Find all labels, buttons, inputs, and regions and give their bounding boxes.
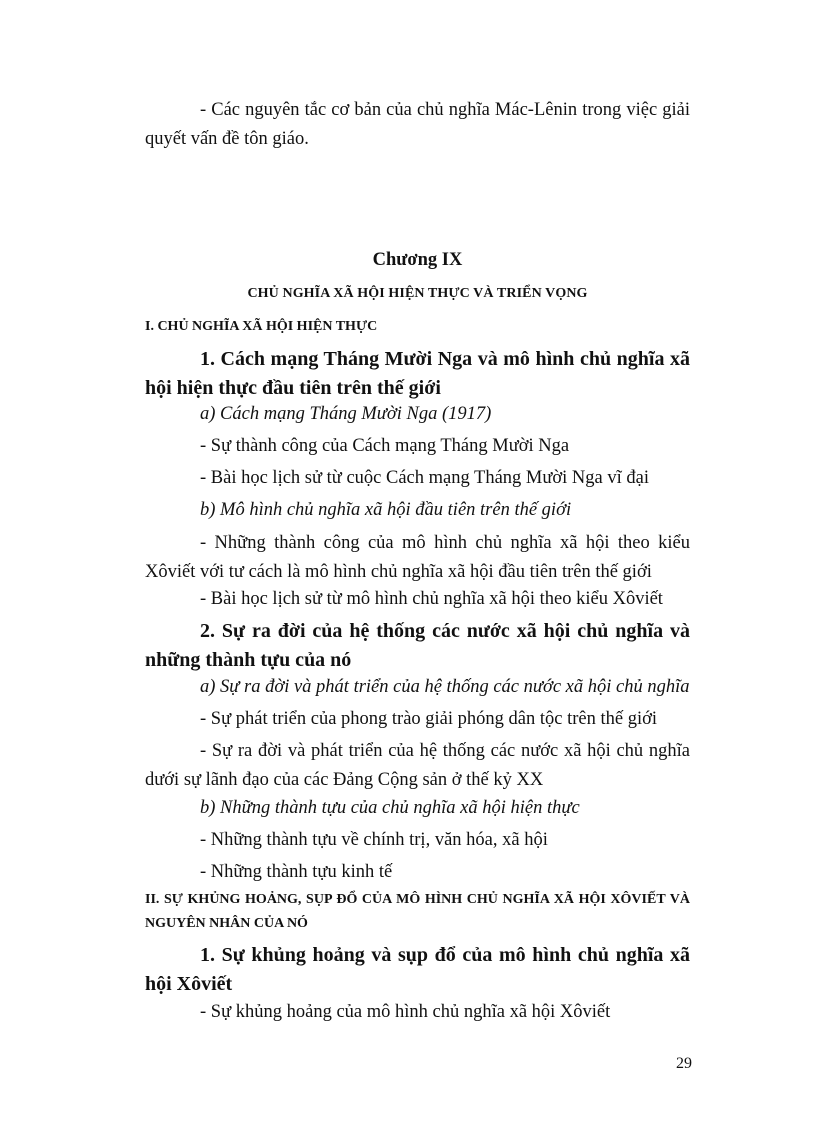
- section-2-sub-1-heading: 1. Sự khủng hoảng và sụp đổ của mô hình chủ nghĩa xã hội Xôviết: [145, 944, 690, 995]
- list-item: - Bài học lịch sử từ cuộc Cách mạng Tháng Mười Nga vĩ đại: [200, 468, 649, 488]
- section-1-sub-2-part-a: a) Sự ra đời và phát triển của hệ thống các nước xã hội chủ nghĩa: [200, 677, 690, 697]
- list-item: - Sự thành công của Cách mạng Tháng Mười Nga: [200, 436, 570, 456]
- list-item: - Bài học lịch sử từ mô hình chủ nghĩa xã hội theo kiểu Xôviết: [200, 589, 663, 609]
- page-number: 29: [676, 1055, 692, 1072]
- section-2-heading: II. SỰ KHỦNG HOẢNG, SỤP ĐỔ CỦA MÔ HÌNH CHỦ NGHĨA XÃ HỘI XÔVIẾT VÀ NGUYÊN NHÂN CỦA NÓ: [145, 892, 690, 931]
- section-1-sub-2-part-b: b) Những thành tựu của chủ nghĩa xã hội hiện thực: [200, 798, 580, 818]
- intro-paragraph: - Các nguyên tắc cơ bản của chủ nghĩa Mác-Lênin trong việc giải quyết vấn đề tôn giáo.: [145, 100, 690, 149]
- list-item: - Sự khủng hoảng của mô hình chủ nghĩa xã hội Xôviết: [200, 1002, 611, 1022]
- list-item: - Những thành tựu về chính trị, văn hóa, xã hội: [200, 830, 548, 850]
- section-1-sub-2-heading: 2. Sự ra đời của hệ thống các nước xã hội chủ nghĩa và những thành tựu của nó: [145, 620, 690, 671]
- list-item: - Sự phát triển của phong trào giải phóng dân tộc trên thế giới: [200, 709, 658, 729]
- section-1-sub-1-heading: 1. Cách mạng Tháng Mười Nga và mô hình chủ nghĩa xã hội hiện thực đầu tiên trên thế giới: [145, 348, 690, 399]
- chapter-title: CHỦ NGHĨA XÃ HỘI HIỆN THỰC VÀ TRIỂN VỌNG: [247, 286, 588, 301]
- list-item: - Sự ra đời và phát triển của hệ thống các nước xã hội chủ nghĩa dưới sự lãnh đạo của các Đảng Cộng sản ở thế kỷ XX: [145, 741, 690, 790]
- section-1-heading: I. CHỦ NGHĨA XÃ HỘI HIỆN THỰC: [145, 319, 378, 334]
- list-item: - Những thành công của mô hình chủ nghĩa xã hội theo kiểu Xôviết với tư cách là mô hình chủ nghĩa xã hội đầu tiên trên thế giới: [145, 533, 690, 582]
- section-1-sub-1-part-a: a) Cách mạng Tháng Mười Nga (1917): [200, 404, 492, 424]
- chapter-label: Chương IX: [372, 250, 463, 270]
- list-item: - Những thành tựu kinh tế: [200, 862, 393, 882]
- section-1-sub-1-part-b: b) Mô hình chủ nghĩa xã hội đầu tiên trên thế giới: [200, 500, 572, 520]
